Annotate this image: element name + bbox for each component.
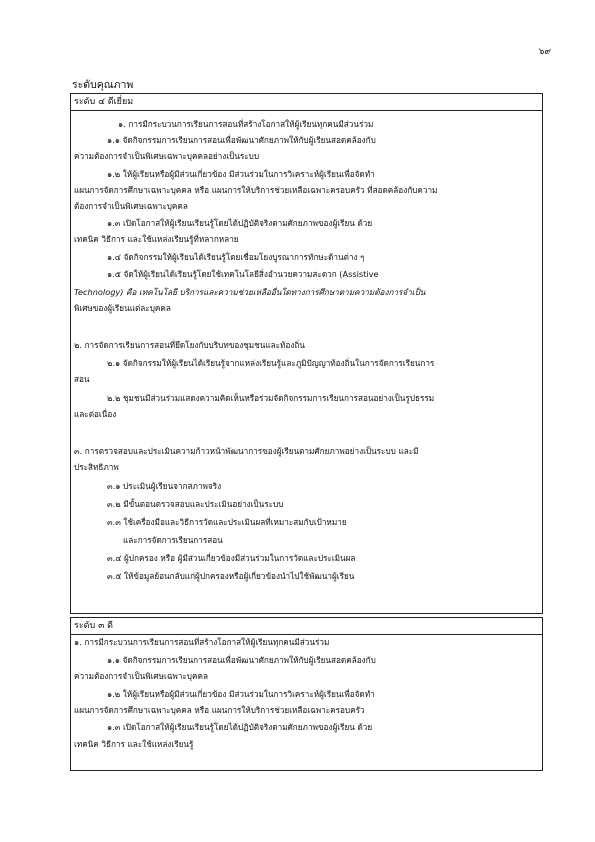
text-line: ๒.๑ จัดกิจกรรมให้ผู้เรียนได้เรียนรู้จากแหล่งเรียนรู้และภูมิปัญญาท้องถิ่นในการจัดการเรียนการ <box>107 358 435 368</box>
text-line: ความต้องการจำเป็นพิเศษเฉพาะบุคคล <box>74 671 208 681</box>
text-line: สอน <box>74 374 90 384</box>
text-line: เทคนิค วิธีการ และใช้แหล่งเรียนรู้ที่หลากหลาย <box>74 234 239 244</box>
text-line: ความต้องการจำเป็นพิเศษเฉพาะบุคคลอย่างเป็นระบบ <box>74 151 260 161</box>
text-line: และการจัดการเรียนการสอน <box>123 535 223 545</box>
quality-level-table-excellent <box>70 93 543 614</box>
text-line: ๑.๒ ให้ผู้เรียนหรือผู้มีส่วนเกี่ยวข้อง มีส่วนร่วมในการวิเคราะห์ผู้เรียนเพื่อจัดทำ <box>107 169 375 179</box>
text-line: ๑.๕ จัดให้ผู้เรียนได้เรียนรู้โดยใช้เทคโนโลยีสิ่งอำนวยความสะดวก (Assistive <box>107 269 379 279</box>
text-line: แผนการจัดการศึกษาเฉพาะบุคคล หรือ แผนการให้บริการช่วยเหลือเฉพาะครอบครัว <box>74 705 365 715</box>
text-line: ๑.๑ จัดกิจกรรมการเรียนการสอนเพื่อพัฒนาศักยภาพให้กับผู้เรียนสอดคล้องกับ <box>107 655 376 665</box>
text-line: ๑. การมีกระบวนการเรียนการสอนที่สร้างโอกาสให้ผู้เรียนทุกคนมีส่วนร่วม <box>74 637 330 647</box>
text-line: และต่อเนื่อง <box>74 409 117 419</box>
text-line: เทคนิค วิธีการ และใช้แหล่งเรียนรู้ <box>74 739 194 749</box>
text-line: ประสิทธิภาพ <box>74 462 119 472</box>
text-line: ๓.๒ มีขั้นตอนตรวจสอบและประเมินอย่างเป็นระบบ <box>107 499 284 509</box>
text-line: ๑. การมีกระบวนการเรียนการสอนที่สร้างโอกาสให้ผู้เรียนทุกคนมีส่วนร่วม <box>118 119 374 129</box>
page-heading: ระดับคุณภาพ <box>72 79 134 91</box>
text-line: พิเศษของผู้เรียนแต่ละบุคคล <box>74 303 171 313</box>
text-line: ๓.๔ ผู้ปกครอง หรือ ผู้มีส่วนเกี่ยวข้องมีส่วนร่วมในการวัดและประเมินผล <box>107 553 356 563</box>
text-line: Technology) คือ เทคโนโลยี บริการและความช่วยเหลืออื่นใดทางการศึกษาตามความต้องการจำเป็น <box>74 287 426 297</box>
text-line: ๑.๒ ให้ผู้เรียนหรือผู้มีส่วนเกี่ยวข้อง มีส่วนร่วมในการวิเคราะห์ผู้เรียนเพื่อจัดทำ <box>107 689 375 699</box>
text-line: แผนการจัดการศึกษาเฉพาะบุคคล หรือ แผนการให้บริการช่วยเหลือเฉพาะครอบครัว ที่สอดคล้องกับความ <box>74 185 438 195</box>
level-header: ระดับ ๔ ดีเยี่ยม <box>71 94 542 111</box>
text-line: ๑.๑ จัดกิจกรรมการเรียนการสอนเพื่อพัฒนาศักยภาพให้กับผู้เรียนสอดคล้องกับ <box>107 135 376 145</box>
text-line: ๑.๓ เปิดโอกาสให้ผู้เรียนเรียนรู้โดยได้ปฏิบัติจริงตามศักยภาพของผู้เรียน ด้วย <box>107 218 373 228</box>
text-line: ๒. การจัดการเรียนการสอนที่ยึดโยงกับบริบทของชุมชนและท้องถิ่น <box>74 340 305 350</box>
quality-level-table-good <box>70 617 543 771</box>
text-line: ๑.๔ จัดกิจกรรมให้ผู้เรียนได้เรียนรู้โดยเชื่อมโยงบูรณาการทักษะด้านต่าง ๆ <box>107 252 365 262</box>
level-header: ระดับ ๓ ดี <box>71 618 542 635</box>
text-line: ๓.๓ ใช้เครื่องมือและวิธีการวัดและประเมินผลที่เหมาะสมกับเป้าหมาย <box>107 517 347 527</box>
page-number: ๖๙ <box>538 47 551 57</box>
text-line: ๒.๒ ชุมชนมีส่วนร่วมแสดงความคิดเห็นหรือร่วมจัดกิจกรรมการเรียนการสอนอย่างเป็นรูปธรรม <box>107 393 435 403</box>
text-line: ๓.๑ ประเมินผู้เรียนจากสภาพจริง <box>107 481 222 491</box>
text-line: ต้องการจำเป็นพิเศษเฉพาะบุคคล <box>74 201 188 211</box>
text-line: ๑.๓ เปิดโอกาสให้ผู้เรียนเรียนรู้โดยได้ปฏิบัติจริงตามศักยภาพของผู้เรียน ด้วย <box>107 722 373 732</box>
text-line: ๓.๕ ให้ข้อมูลย้อนกลับแก่ผู้ปกครองหรือผู้เกี่ยวข้องนำไปใช้พัฒนาผู้เรียน <box>107 571 355 581</box>
text-line: ๓. การตรวจสอบและประเมินความก้าวหน้าพัฒนาการของผู้เรียนตามศักยภาพอย่างเป็นระบบ และมี <box>74 446 419 456</box>
